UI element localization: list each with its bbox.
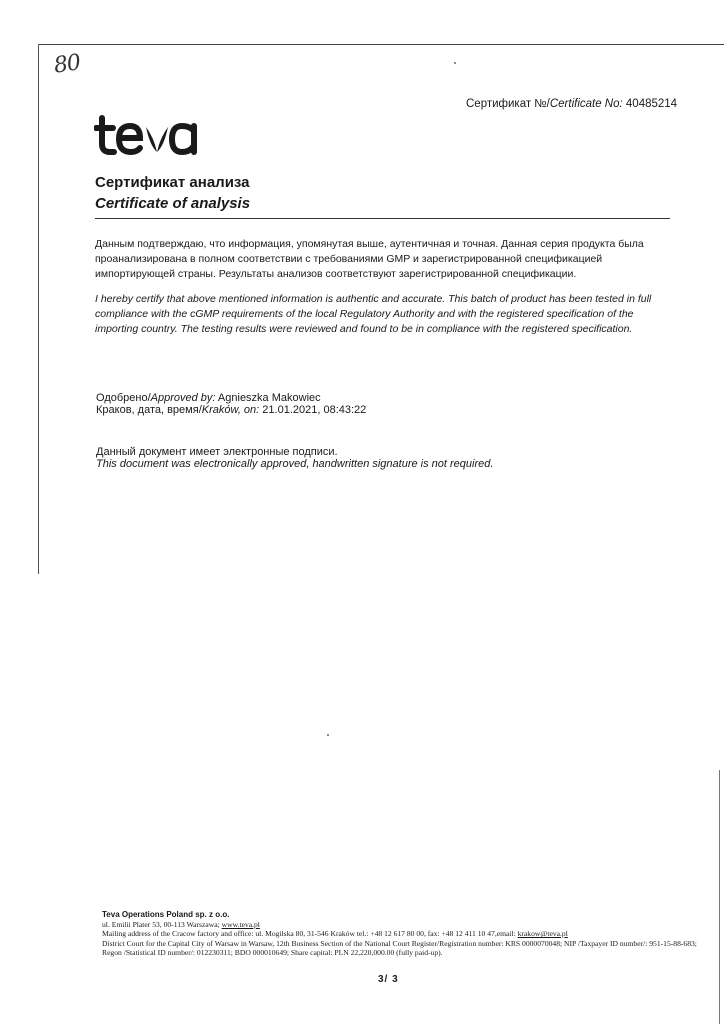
esign-note-en: This document was electronically approved, handwritten signature is not required. xyxy=(96,458,494,470)
approved-label-en: Approved by: xyxy=(150,392,216,404)
scan-edge-top xyxy=(38,44,724,45)
approval-datetime-line xyxy=(96,404,366,416)
scan-speck xyxy=(454,62,456,64)
approver-name: Agnieszka Makowiec xyxy=(217,392,321,404)
title-divider xyxy=(95,218,670,219)
handwritten-mark: 80 xyxy=(52,50,82,79)
scan-speck xyxy=(327,734,329,736)
footer-mailing-text: Mailing address of the Cracow factory and office: ul. Mogilska 80, 31-546 Kraków tel.: +48 12 617 80 00, fax: +48 12 411 10 47,email: xyxy=(102,929,516,938)
place-label-en: Kraków, on: xyxy=(201,404,260,416)
certificate-number-line xyxy=(466,98,677,110)
title-ru: Сертификат анализа xyxy=(95,174,250,191)
footer-email-link[interactable]: krakow@teva.pl xyxy=(517,929,568,938)
footer-address-text: ul. Emilii Plater 53, 00-113 Warszawa; xyxy=(102,919,220,929)
approved-by-line xyxy=(96,392,321,404)
certificate-label-en: Certificate No: xyxy=(549,98,623,110)
teva-logo-mark xyxy=(94,112,202,156)
approved-label-ru: Одобрено/ xyxy=(96,392,151,404)
certificate-number: 40485214 xyxy=(625,98,678,110)
scan-edge-left xyxy=(38,44,39,574)
footer-court: District Court for the Capital City of Warsaw in Warsaw, 12th Business Section of the National Court Register/Registration number: KRS 0000070048; NIP /Taxpayer ID number/: 951-15-88-683; Regon /Statistical ID number/: 012230311; BDO 000010649; Share capital: PLN 22,220,000.00 (fully paid-up). xyxy=(102,938,697,957)
statement-en: I hereby certify that above mentioned information is authentic and accurate. This batch of product has been tested in full compliance with the cGMP requirements of the local Regulatory Authority and with the registered specification of the importing country. The testing results were reviewed and found to be in compliance with the registered specification. xyxy=(95,293,652,335)
scan-edge-right xyxy=(719,770,720,1024)
footer-website-link[interactable]: www.teva.pl xyxy=(221,919,260,929)
footer-address xyxy=(102,920,702,930)
company-footer xyxy=(102,910,702,958)
footer-mailing xyxy=(102,929,702,939)
footer-company: Teva Operations Poland sp. z o.o. xyxy=(102,910,230,919)
approval-datetime: 21.01.2021, 08:43:22 xyxy=(262,404,367,416)
page-number: 3/ 3 xyxy=(378,974,399,985)
teva-logo xyxy=(94,112,202,161)
place-label-ru: Краков, дата, время/ xyxy=(96,404,202,416)
certificate-label-ru: Сертификат №/ xyxy=(466,98,550,110)
esign-note-ru: Данный документ имеет электронные подписи. xyxy=(96,446,338,458)
title-en: Certificate of analysis xyxy=(95,195,251,212)
statement-ru: Данным подтверждаю, что информация, упомянутая выше, аутентичная и точная. Данная серия продукта была проанализирована в полном соответствии с требованиями GMP и зарегистрированной спецификацией импортирующей страны. Результаты анализов соответствуют зарегистрированной спецификации. xyxy=(95,238,644,280)
